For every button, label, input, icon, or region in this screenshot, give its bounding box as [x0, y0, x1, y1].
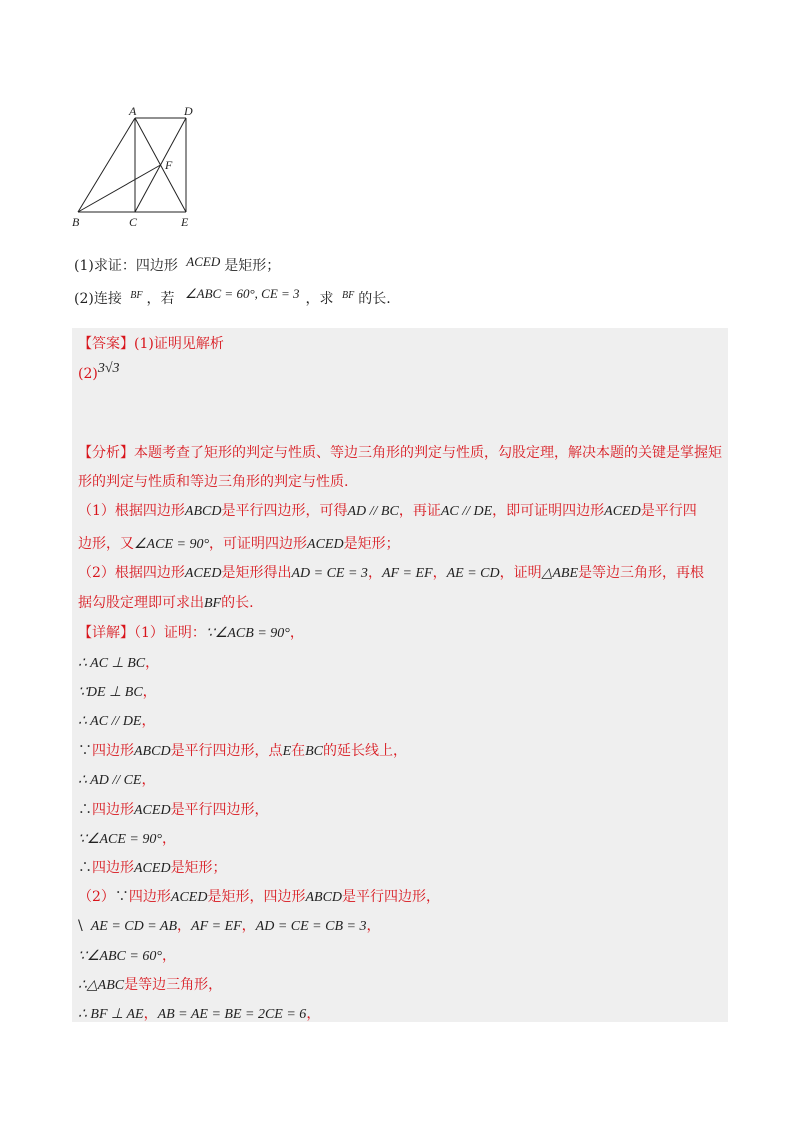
detail-7-math: ACED	[134, 803, 171, 818]
detail-5-math2: E	[282, 744, 292, 759]
detail-11-math3: AD = CE = CB = 3	[255, 919, 367, 934]
detail-line-14	[78, 1003, 320, 1023]
detail-7a: 四边形	[92, 802, 134, 818]
analysis-3d: ，即可证明四边形	[492, 503, 605, 519]
detail-12b: ，	[161, 948, 176, 964]
analysis-5-math2: AD = CE = 3	[291, 566, 368, 581]
label-e: E	[181, 215, 189, 229]
question-2	[74, 288, 391, 308]
detail-line-7	[78, 799, 269, 819]
detail-11-symbol: \	[78, 918, 83, 934]
answer-label: 【答案】	[78, 336, 134, 352]
analysis-3c: ，再证	[398, 503, 441, 519]
answer-part-1: (1)证明见解析	[134, 336, 224, 352]
detail-line-1	[78, 622, 304, 642]
detail-line-13	[78, 974, 222, 994]
analysis-6b: 的长.	[221, 595, 254, 611]
detail-10-math2: ABCD	[305, 890, 343, 905]
detail-1-math: ∵∠ACB = 90°	[205, 626, 290, 641]
detail-11-math1: AE = CD = AB	[90, 919, 178, 934]
detail-5-symbol: ∵	[78, 743, 92, 759]
detail-11b: ，	[241, 918, 256, 934]
detail-5b: 是平行四边形，点	[170, 743, 283, 759]
geometry-figure	[64, 100, 214, 236]
analysis-line-5	[78, 562, 704, 582]
label-a: A	[129, 104, 137, 118]
detail-5c: 在	[291, 743, 306, 759]
detail-14-math2: AB = AE = BE = 2CE = 6	[157, 1007, 307, 1022]
detail-6b: ，	[141, 772, 156, 788]
analysis-3-math3: AC // DE	[440, 504, 493, 519]
analysis-4-math1: ∠ACE = 90°	[134, 537, 210, 552]
analysis-line-2	[78, 471, 348, 491]
detail-1b: ，	[289, 625, 304, 641]
detail-11-math2: AF = EF	[191, 919, 242, 934]
detail-line-2	[78, 652, 159, 672]
detail-line-9	[78, 857, 227, 877]
detail-line-5	[78, 740, 407, 760]
label-f: F	[165, 158, 173, 172]
detail-4-math: ∴ AC // DE	[78, 714, 142, 729]
q1-math: ACED	[186, 254, 221, 269]
segment-ab	[78, 118, 135, 212]
detail-12-math: ∵∠ABC = 60°	[78, 949, 162, 964]
detail-line-8	[78, 828, 176, 848]
detail-line-11	[78, 915, 380, 935]
analysis-5-math3: AF = EF	[381, 566, 433, 581]
analysis-5-math4: AE = CD	[446, 566, 500, 581]
analysis-4a: 边形，又	[78, 536, 134, 552]
detail-14b: ，	[306, 1006, 321, 1022]
q1-suffix: 是矩形；	[224, 258, 281, 274]
detail-14-math1: ∴ BF ⊥ AE	[78, 1007, 144, 1022]
detail-7-symbol: ∴	[78, 802, 92, 818]
detail-8-math: ∵∠ACE = 90°	[78, 832, 162, 847]
detail-5d: 的延长线上，	[323, 743, 408, 759]
detail-5-math3: BC	[305, 744, 324, 759]
analysis-6a: 据勾股定理即可求出	[78, 595, 204, 611]
detail-line-4	[78, 710, 156, 730]
analysis-label: 【分析】	[78, 445, 134, 461]
analysis-5-math5: △ABE	[541, 566, 579, 581]
detail-11c: ，	[366, 918, 381, 934]
q2-math-bf: BF	[130, 290, 143, 301]
q2-mid1: ，若	[146, 291, 175, 307]
detail-4b: ，	[141, 713, 156, 729]
analysis-line-4	[78, 533, 400, 553]
detail-8b: ，	[161, 831, 176, 847]
analysis-5b: 是矩形得出	[221, 565, 292, 581]
analysis-5e: ，证明	[499, 565, 542, 581]
analysis-5d: ，	[432, 565, 447, 581]
detail-3-math: ∵DE ⊥ BC	[78, 685, 143, 700]
answer-line-1	[78, 333, 224, 353]
detail-5a: 四边形	[92, 743, 134, 759]
analysis-4c: 是矩形；	[343, 536, 400, 552]
detail-6-math: ∴ AD // CE	[78, 773, 142, 788]
analysis-3b: 是平行四边形，可得	[221, 503, 348, 519]
analysis-3-math2: AD // BC	[347, 504, 399, 519]
detail-10d: 是平行四边形，	[342, 889, 441, 905]
analysis-3-math4: ACED	[604, 504, 641, 519]
detail-2b: ，	[145, 655, 160, 671]
detail-9a: 四边形	[92, 860, 134, 876]
answer-part-2-prefix: (2)	[78, 366, 98, 382]
answer-line-2	[78, 361, 120, 383]
detail-line-6	[78, 769, 156, 789]
detail-2-math: ∴ AC ⊥ BC	[78, 656, 146, 671]
q2-suffix: 的长.	[358, 291, 391, 307]
detail-13-math: ∴△ABC	[78, 978, 125, 993]
analysis-3a: （1）根据四边形	[78, 503, 185, 519]
detail-9-symbol: ∴	[78, 860, 92, 876]
answer-part-2-value: 3√3	[97, 361, 120, 376]
detail-line-3	[78, 681, 157, 701]
detail-11a: ，	[177, 918, 192, 934]
label-d: D	[184, 104, 193, 118]
analysis-line-6	[78, 592, 254, 612]
detail-10-math1: ACED	[170, 890, 208, 905]
analysis-5c: ，	[367, 565, 382, 581]
detail-1a: （1）证明：	[134, 625, 206, 641]
analysis-3-math1: ABCD	[184, 504, 222, 519]
q1-text: (1)求证：四边形	[74, 258, 178, 274]
detail-9b: 是矩形；	[170, 860, 227, 876]
analysis-6-math1: BF	[204, 596, 222, 611]
analysis-text-2: 形的判定与性质和等边三角形的判定与性质.	[78, 474, 349, 490]
q2-math-bf-2: BF	[341, 290, 355, 301]
detail-5-math1: ABCD	[134, 744, 171, 759]
detail-14a: ，	[143, 1006, 158, 1022]
analysis-5-math1: ACED	[184, 566, 222, 581]
detail-10b: 四边形	[128, 889, 171, 905]
detail-3b: ，	[142, 684, 157, 700]
q2-math-condition: ∠ABC = 60°, CE = 3	[184, 286, 300, 301]
detail-10a: （2）	[78, 889, 115, 905]
detail-10-symbol: ∵	[114, 889, 129, 905]
analysis-line-1	[78, 442, 722, 462]
detail-7b: 是平行四边形，	[170, 802, 269, 818]
detail-label: 【详解】	[78, 625, 134, 641]
q2-mid2: ，求	[305, 291, 334, 307]
detail-9-math: ACED	[134, 861, 171, 876]
geometry-diagram	[64, 100, 214, 236]
analysis-3e: 是平行四	[640, 503, 697, 519]
analysis-5f: 是等边三角形，再根	[578, 565, 705, 581]
analysis-5a: （2）根据四边形	[78, 565, 185, 581]
detail-13a: 是等边三角形，	[124, 977, 223, 993]
detail-line-10	[78, 886, 440, 906]
analysis-4-math2: ACED	[307, 537, 344, 552]
analysis-text-1: 本题考查了矩形的判定与性质、等边三角形的判定与性质，勾股定理，解决本题的关键是掌握矩	[134, 445, 722, 461]
label-c: C	[129, 215, 138, 229]
detail-10c: 是矩形，四边形	[207, 889, 306, 905]
analysis-line-3	[78, 500, 697, 520]
q2-text: (2)连接	[74, 291, 122, 307]
label-b: B	[72, 215, 80, 229]
detail-line-12	[78, 945, 176, 965]
analysis-4b: ，可证明四边形	[209, 536, 308, 552]
question-1	[74, 255, 280, 275]
